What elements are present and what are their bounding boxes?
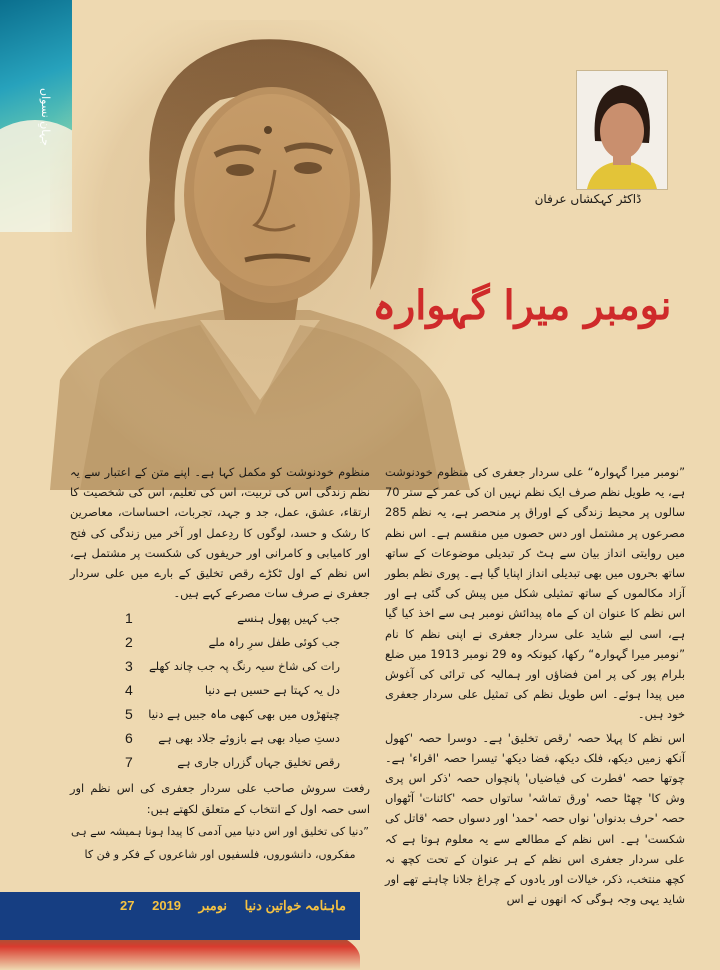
verse-number: 6: [125, 730, 133, 747]
verse-list: [70, 606, 370, 774]
quote-line: مفکروں، دانشوروں، فلسفیوں اور شاعروں کے فکر و فن کا: [84, 848, 356, 862]
verse-line: [70, 702, 370, 726]
verse-number: 4: [125, 682, 133, 699]
verse-number: 1: [125, 610, 133, 627]
footer-bar: [0, 892, 360, 940]
section-label: جہانِ نسواں: [39, 88, 52, 146]
verse-line: [70, 630, 370, 654]
magazine-name: ماہنامہ خواتین دنیا: [244, 898, 346, 913]
paragraph: منظوم خودنوشت کو مکمل کہا ہے۔ اپنے متن کے اعتبار سے یہ نظم زندگی اس کی تربیت، اس کی تعلیم، اس کی شخصیت کا ارتقاء، عشق، عمل، جد و جہد، تجربات، احساسات، معاصرین کا رشک و حسد، لوگوں کا ردِعمل اور آخر میں زندگی کی فتح اور کامیابی و کامرانی اور حریفوں کی شکست پر مشتمل ہے، اس نظم کے اول ٹکڑے رقص تخلیق کے بارے میں علی سردار جعفری نے صرف سات مصرعے کہے ہیں۔: [70, 465, 370, 601]
author-name: ڈاکٹر کہکشاں عرفان: [534, 192, 642, 206]
quote-line: ”دنیا کی تخلیق اور اس دنیا میں آدمی کا پیدا ہونا ہمیشہ سے ہی: [71, 824, 369, 838]
verse-line: [70, 726, 370, 750]
paragraph: رفعت سروش صاحب علی سردار جعفری کی اس نظم اور اسی حصہ اول کے انتخاب کے متعلق لکھتے ہیں:: [70, 781, 370, 816]
author-photo: [576, 70, 668, 190]
verse-text: جب کہیں پھول ہنسے: [237, 611, 340, 626]
verse-number: 3: [125, 658, 133, 675]
verse-text: رات کی شاخ سیہ رنگ پہ جب چاند کھلے: [148, 659, 340, 674]
verse-line: [70, 654, 370, 678]
right-column: [385, 462, 685, 912]
verse-line: [70, 606, 370, 630]
verse-number: 7: [125, 754, 133, 771]
issue-month: نومبر: [198, 898, 228, 913]
issue-year: 2019: [152, 898, 182, 913]
paragraph: اس نظم کا پہلا حصہ 'رقص تخلیق' ہے۔ دوسرا حصہ 'کھول آنکھ زمیں دیکھ، فلک دیکھ، فضا دیکھ' تیسرا حصہ 'اقراء' ہے۔ چوتھا حصہ 'فطرت کی فیاضیاں' پانچواں حصہ 'ذکر اس پری وش کا' چھٹا حصہ 'ورق تماشہ' ساتواں حصہ 'کائنات' آٹھواں حصہ 'حرف بدنواں' نواں حصہ 'حمد' اور دسواں حصہ 'قاتل کی شکست' ہے۔ اس نظم کے مطالعے سے یہ معلوم ہوتا ہے کہ علی سردار جعفری اس نظم کے ہر عنوان کے تحت کچھ نہ کچھ منتخب، ذکر، خیالات اور یادوں کے چراغ جلانا چاہتے تھے اور شاید یہی وجہ ہوگی کہ انھوں نے اس: [385, 730, 685, 907]
verse-number: 5: [125, 706, 133, 723]
verse-text: دل یہ کہتا ہے حسیں ہے دنیا: [204, 683, 340, 698]
verse-text: جب کوئی طفل سرِ راہ ملے: [208, 635, 340, 650]
verse-line: [70, 750, 370, 774]
paragraph: ”نومبر میرا گہوارہ“ علی سردار جعفری کی منظوم خودنوشت ہے، یہ طویل نظم صرف ایک نظم نہیں ان کی عمر کے ستر 70 سالوں پر محیط زندگی کے اوراق پر منحصر ہے، یہ نظم 285 مصرعوں پر مشتمل اور دس حصوں میں منقسم ہے۔ اس نظم میں روایتی انداز بیان سے ہٹ کر تبدیلی موضوعات کے ساتھ ساتھ بحروں میں بھی تبدیلی انداز اپنایا گیا ہے۔ پوری نظم بطور آزاد مکالموں کے ساتھ تمثیلی شکل میں پیش کی گئی ہے اور اس نظم کا عنوان ان کے ماہ پیدائش نومبر ہی سے اخذ کیا گیا ہے، اسی لیے شاید علی سردار جعفری نے اپنی نظم کا نام ”نومبر میرا گہوارہ“ رکھا، کیونکہ وہ 29 نومبر 1913 میں ضلع بلرام پور کی پر امن فضاؤں اور ہمالیہ کی ترائی کی آغوش میں پیدا ہوئے۔ اس طویل نظم کی تمثیل علی سردار جعفری خود ہیں۔: [385, 465, 685, 722]
verse-text: دستِ صیاد بھی ہے بازوئے جلاد بھی ہے: [158, 731, 340, 746]
verse-text: رقص تخلیق جہاں گزراں جاری ہے: [177, 755, 340, 770]
verse-line: [70, 678, 370, 702]
left-column: [70, 462, 370, 868]
poet-portrait: [50, 20, 470, 490]
page-number: 27: [120, 898, 135, 913]
article-title: نومبر میرا گہوارہ: [372, 282, 672, 329]
verse-text: چیتھڑوں میں بھی کبھی ماہ جبیں ہے دنیا: [148, 707, 340, 722]
verse-number: 2: [125, 634, 133, 651]
footer-text: [16, 898, 346, 914]
